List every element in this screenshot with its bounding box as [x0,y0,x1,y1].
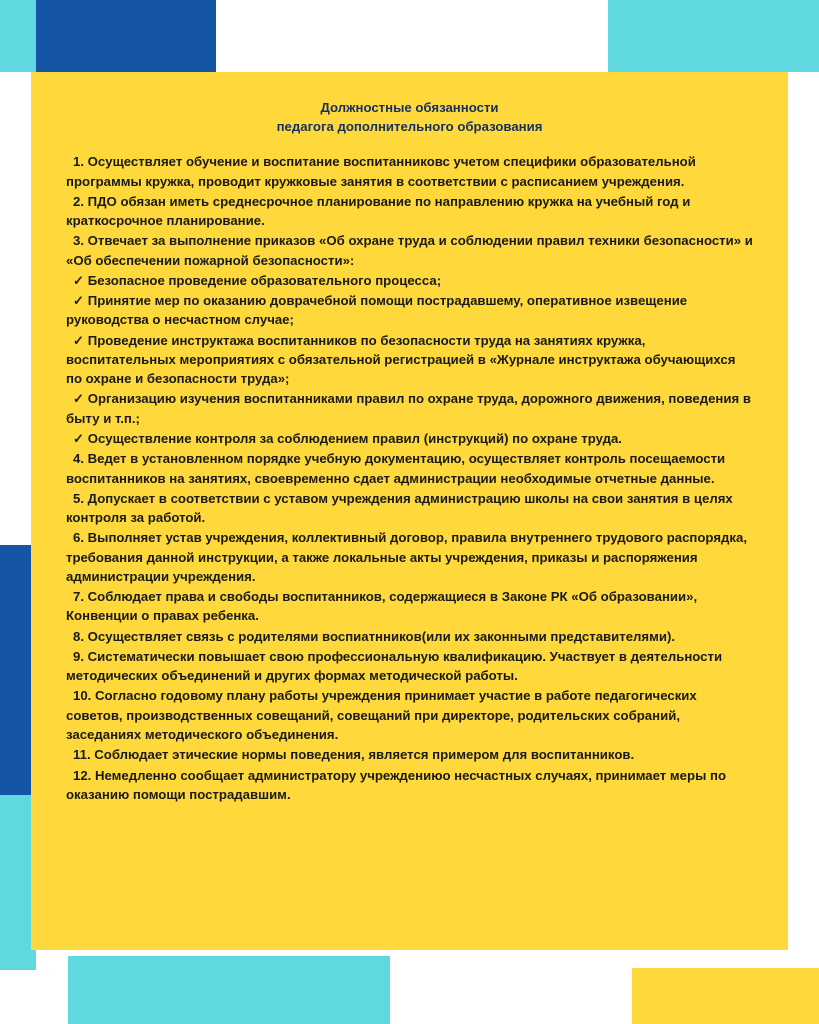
list-item: 8. Осуществляет связь с родителями воспиатнников(или их законными представителями). [73,628,676,644]
list-item: 11. Соблюдает этические нормы поведения, является примером для воспитанников. [73,747,635,763]
list-item: ✓ Организацию изучения воспитанниками правил по охране труда, дорожного движения, поведения в быту и т.п.; [66,391,751,426]
decoration-blue-top [36,0,216,72]
title-line-1: Должностные обязанности [320,100,499,115]
list-item: 4. Ведет в установленном порядке учебную документацию, осуществляет контроль посещаемости воспитанников на занятиях, своевременно сдает администрации необходимые отчетные данные. [66,451,726,486]
list-item: ✓ Осуществление контроля за соблюдением правил (инструкций) по охране труда. [73,431,622,446]
page-title [66,98,753,136]
decoration-cyan-top-right [608,0,819,72]
decoration-yellow-bottom-right [632,968,819,1024]
list-item: 9. Систематически повышает свою профессиональную квалификацию. Участвует в деятельности методических объединений и других формах методической работы. [66,648,723,684]
list-item: ✓ Проведение инструктажа воспитанников по безопасности труда на занятиях кружка, воспитательных мероприятиях с обязательной регистрацией в «Журнале инструктажа обучающихся по охране и безопасности труда»; [66,332,736,387]
list-item: 1. Осуществляет обучение и воспитание воспитанниковс учетом специфики образовательной программы кружка, проводит кружковые занятия в соответствии с расписанием учреждения. [66,154,696,189]
list-item: 3. Отвечает за выполнение приказов «Об охране труда и соблюдении правил техники безопасности» и «Об обеспечении пожарной безопасности»: [66,233,753,268]
list-item: ✓ Принятие мер по оказанию доврачебной помощи пострадавшему, оперативное извещение руководства о несчастном случае; [66,293,688,328]
list-item: 10. Согласно годовому плану работы учреждения принимает участие в работе педагогических советов, производственных совещаний, совещаний при директоре, родительских собраний, заседаниях методического объединения. [66,688,697,742]
list-item: ✓ Безопасное проведение образовательного процесса; [73,272,442,288]
duties-list [66,152,753,804]
list-item: 5. Допускает в соответствии с уставом учреждения администрацию школы на свои занятия в целях контроля за работой. [66,490,733,526]
document-card [31,72,788,950]
list-item: 2. ПДО обязан иметь среднесрочное планирование по направлению кружка на учебный год и краткосрочное планирование. [66,193,691,229]
title-line-2: педагога дополнительного образования [276,119,543,135]
decoration-cyan-top-left [0,0,36,72]
list-item: 12. Немедленно сообщает администратору учреждениюо несчастных случаях, принимает меры по оказанию помощи пострадавшим. [66,767,727,802]
decoration-cyan-bottom [68,956,390,1024]
list-item: 6. Выполняет устав учреждения, коллективный договор, правила внутреннего трудового распорядка, требования данной инструкции, а также локальные акты учреждения, приказы и распоряжения администрации учреждения. [66,530,747,584]
list-item: 7. Соблюдает права и свободы воспитанников, содержащиеся в Законе РК «Об образовании», Конвенции о правах ребенка. [66,589,698,624]
